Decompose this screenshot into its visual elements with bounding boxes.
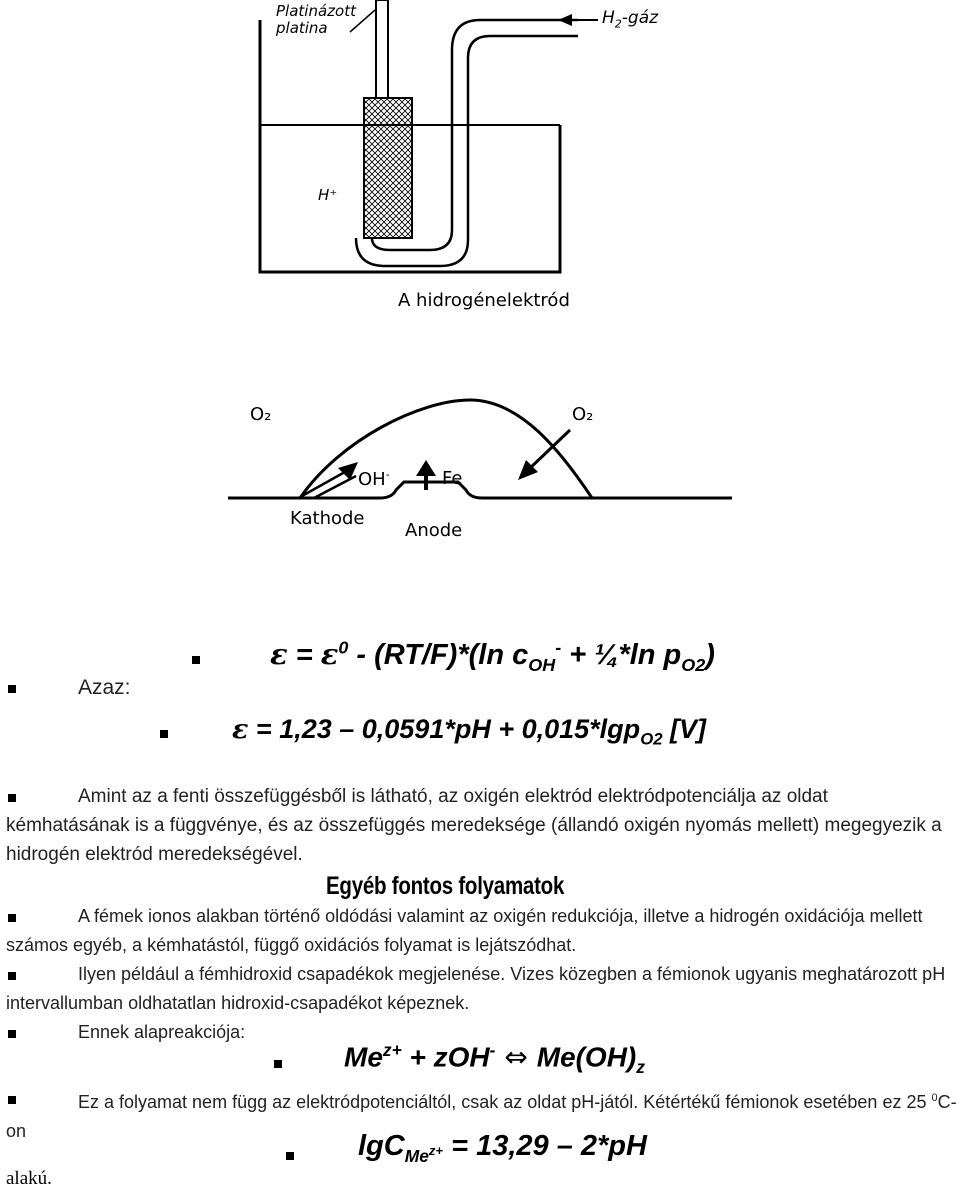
oh-label-charge: - (385, 468, 390, 481)
eq4-sup-z: z+ (428, 1143, 444, 1158)
eq1-equals: = (287, 639, 321, 671)
paragraph-slope (6, 782, 956, 869)
eq1-sub-oh: OH (528, 654, 556, 675)
eq4-bullet (286, 1152, 294, 1160)
h2-gas-suffix: -gáz (621, 8, 659, 28)
platinized-label-line2: platina (276, 19, 328, 37)
eq2-rest: = 1,23 – 0,0591*pH + 0,015*lgp (248, 714, 641, 744)
para4-bullet (8, 1030, 16, 1038)
paragraph-divalent-text-b: C-on (6, 1092, 957, 1141)
eq1-mid: + ¼*ln p (561, 639, 682, 671)
platinized-label (276, 3, 356, 37)
eq1-sub-o2: O2 (681, 654, 706, 675)
eq1-rest: - (RT/F)*(ln c (348, 639, 529, 671)
anode-label: Anode (405, 520, 463, 541)
h2-gas-label (602, 8, 658, 30)
eq3-plus: + zOH (401, 1041, 490, 1073)
eq3-bullet (274, 1060, 282, 1068)
eq3-sup-minus: - (489, 1040, 496, 1060)
h-ion-label: H⁺ (318, 186, 338, 204)
paragraph-divalent-text-a: Ez a folyamat nem függ az elektródpotenciáltól, csak az oldat pH-jától. Kétértékű fémionok esetében ez 25 (78, 1092, 932, 1112)
o2-right-label: O₂ (572, 404, 594, 425)
paragraph-oxidation (6, 902, 958, 960)
oh-label-text: OH (358, 469, 386, 490)
eq4-sub-me (404, 1143, 444, 1166)
o2-arrow-line (528, 430, 570, 470)
gas-arrowhead (558, 14, 572, 26)
eq4-rest: = 13,29 – 2*pH (443, 1130, 647, 1162)
eq3-me: Me (344, 1041, 383, 1073)
hydrogen-electrode-figure (0, 0, 960, 330)
eq1-epsilon0: ε (320, 637, 339, 671)
eq3-sup-z: z+ (382, 1040, 402, 1060)
equation-solubility (358, 1130, 647, 1167)
eq3-arrow: ⇔ (495, 1040, 537, 1074)
final-word: alakú. (6, 1168, 52, 1189)
azaz-bullet (8, 685, 16, 693)
eq1-sup0: 0 (338, 637, 349, 658)
fe-label: Fe (442, 468, 463, 489)
eq2-unit: [V] (662, 714, 707, 744)
equation-numeric-potential (232, 714, 706, 749)
equation-oxygen-potential (270, 637, 715, 676)
eq3-product: Me(OH) (536, 1041, 637, 1073)
eq1-epsilon: ε (270, 637, 288, 671)
paragraph-divalent-degree: 0 (931, 1092, 938, 1104)
fe-arrowhead (416, 460, 436, 476)
paragraph-hydroxide-text: Ilyen például a fémhidroxid csapadékok megjelenése. Vizes közegben a fémionok ugyanis meghatározott pH intervallumban oldhatatlan hidroxid-csapadékot képeznek. (6, 964, 946, 1013)
figure1-caption: A hidrogénelektród (398, 290, 570, 311)
corrosion-drop-figure (0, 380, 960, 560)
h2-gas-prefix: H (602, 8, 615, 28)
eq2-sub-o2: O2 (640, 729, 663, 749)
paragraph-slope-text: Amint az a fenti összefüggésből is látható, az oxigén elektród elektródpotenciálja az oldat kémhatásának is a függvénye, és az összefüggés meredeksége (állandó oxigén nyomás mellett) megegyezik a hidrogén elektród meredekségével. (6, 786, 942, 865)
eq3-sub-z: z (636, 1056, 645, 1077)
eq1-bullet (192, 656, 200, 664)
electrode-stem (376, 0, 388, 98)
kathode-label: Kathode (290, 508, 365, 529)
platinized-electrode (364, 98, 412, 238)
equation-hydroxide-precipitation (344, 1040, 645, 1078)
eq2-bullet (160, 730, 168, 738)
paragraph-basic-reaction: Ennek alapreakciója: (78, 1022, 246, 1042)
paragraph-oxidation-text: A fémek ionos alakban történő oldódási valamint az oxigén redukciója, illetve a hidrogén oxidációja mellett számos egyéb, a kémhatástól, függő oxidációs folyamat is lejátszódhat. (6, 906, 923, 955)
eq2-epsilon: ε (232, 714, 249, 745)
eq4-lgc: lgC (358, 1130, 405, 1162)
eq1-minus: - (555, 637, 562, 658)
azaz-label: Azaz: (78, 676, 131, 699)
h2-gas-sub: 2 (614, 17, 622, 31)
paragraph-hydroxide (6, 960, 958, 1018)
platinized-label-line1: Platinázott (276, 2, 356, 20)
oh-label (358, 468, 390, 490)
eq4-sub-me-text: Me (404, 1145, 429, 1166)
section-heading: Egyéb fontos folyamatok (326, 872, 565, 900)
o2-left-label: O₂ (250, 404, 272, 425)
eq1-close: ) (705, 639, 715, 671)
